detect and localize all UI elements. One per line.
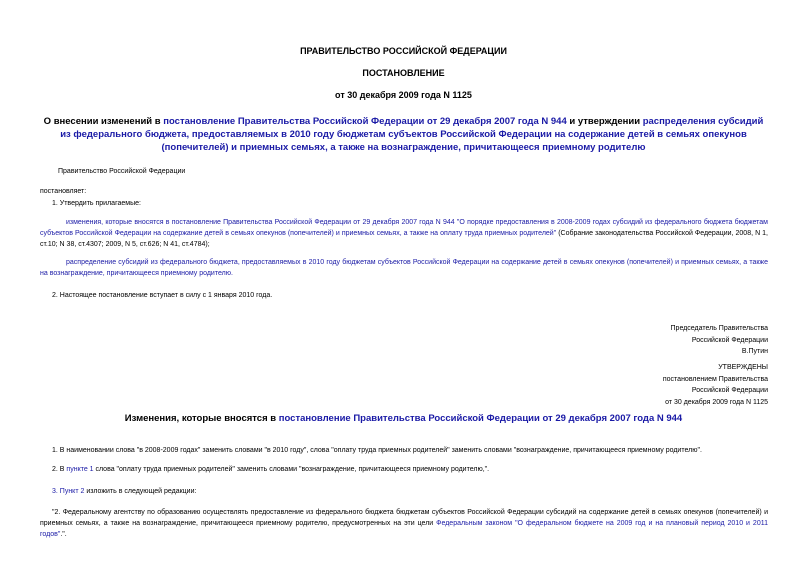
approved-line-4: от 30 декабря 2009 года N 1125 — [665, 398, 768, 406]
signature-line-2: Российской Федерации — [691, 336, 768, 344]
change-3-text: изложить в следующей редакции: — [84, 488, 197, 495]
approved-block — [663, 362, 768, 408]
document-type: ПОСТАНОВЛЕНИЕ — [362, 68, 445, 78]
document-date-number: от 30 декабря 2009 года N 1125 — [335, 90, 472, 100]
change-4-link[interactable]: Федеральным законом "О федеральном бюджете на 2009 год и на плановый период 2010 и 2011 годов" — [40, 520, 768, 538]
change-2-link[interactable]: пункте 1 — [66, 466, 94, 473]
approved-line-1: УТВЕРЖДЕНЫ — [718, 364, 768, 371]
changes-heading-link[interactable]: постановление Правительства Российской Федерации от 29 декабря 2007 года N 944 — [278, 413, 683, 424]
document-title — [40, 115, 767, 154]
change-2-paragraph — [52, 464, 774, 475]
title-text-2: и утверждении — [566, 116, 643, 127]
change-4-text-a: "2. Федеральному агентству по образованию осуществлять предоставление из федерального бюджета бюджетам субъектов Российской Федерации субсидий на содержание детей в семьях опекунов (попечителей) и приемных семьях, а также на вознаграждение, причитающееся приемному родителю, предусмотренных на эти цели — [40, 509, 768, 527]
signature-line-3: В.Путин — [741, 348, 768, 355]
signature-block — [671, 323, 768, 358]
distribution-link[interactable]: распределение субсидий из федерального бюджета, предоставляемых в 2010 году бюджетам субъектов Российской Федерации на содержание детей в семьях опекунов (попечителей) и приемных семьях, а также на вознаграждение, причитающееся приемному родителю. — [40, 259, 768, 277]
change-4-text-b: .". — [60, 531, 67, 538]
approved-line-2: постановлением Правительства — [662, 375, 768, 383]
title-link-decree-944[interactable]: постановление Правительства Российской Федерации от 29 декабря 2007 года N 944 — [163, 116, 567, 127]
change-2-text-b: слова "оплату труда приемных родителей" заменить словами "вознаграждение, причитающееся приемному родителю,". — [93, 466, 490, 473]
approved-line-3: Российской Федерации — [691, 387, 768, 394]
changes-paragraph — [40, 217, 768, 250]
title-link-distribution[interactable]: распределения субсидий из федерального бюджета, предоставляемых в 2010 году бюджетам субъектов Российской Федерации на содержание детей в семьях опекунов (попечителей) и приемных семьях, а также на вознаграждение, причитающееся приемному родителю — [60, 116, 764, 153]
change-4-paragraph — [40, 507, 768, 540]
distribution-paragraph — [40, 257, 768, 279]
changes-link[interactable]: изменения, которые вносятся в постановление Правительства Российской Федерации от 29 декабря 2007 года N 944 "О порядке предоставления в 2008-2009 годах субсидий из федерального бюджета бюджетам субъектов Российской Федерации на содержание детей в семьях опекунов (попечителей) и приемных семьях, а также на оплату труда приемных родителей" — [40, 219, 768, 237]
title-text-1: О внесении изменений в — [43, 116, 164, 127]
signature-line-1: Председатель Правительства — [670, 325, 768, 332]
government-heading: ПРАВИТЕЛЬСТВО РОССИЙСКОЙ ФЕДЕРАЦИИ — [300, 46, 507, 56]
change-3-paragraph — [52, 486, 774, 497]
change-2-text-a: 2. В — [52, 466, 67, 473]
gov-rf-text: Правительство Российской Федерации — [58, 168, 186, 175]
change-3-link[interactable]: 3. Пункт 2 — [52, 488, 85, 495]
changes-heading — [0, 413, 807, 424]
changes-source: (Собрание законодательства Российской Федерации, 2008, N 1, ст.10; N 38, ст.4307; 2009, N 5, ст.626; N 41, ст.4784); — [40, 230, 768, 248]
item-1-text: 1. Утвердить прилагаемые: — [52, 200, 141, 207]
decrees-text: постановляет: — [40, 188, 87, 195]
change-1-text: 1. В наименовании слова "в 2008-2009 годах" заменить словами "в 2010 году", слова "оплату труда приемных родителей" заменить словами "вознаграждение, причитающееся приемному родителю". — [52, 447, 702, 454]
changes-heading-text: Изменения, которые вносятся в — [124, 413, 279, 424]
item-2-text: 2. Настоящее постановление вступает в силу с 1 января 2010 года. — [52, 292, 273, 299]
